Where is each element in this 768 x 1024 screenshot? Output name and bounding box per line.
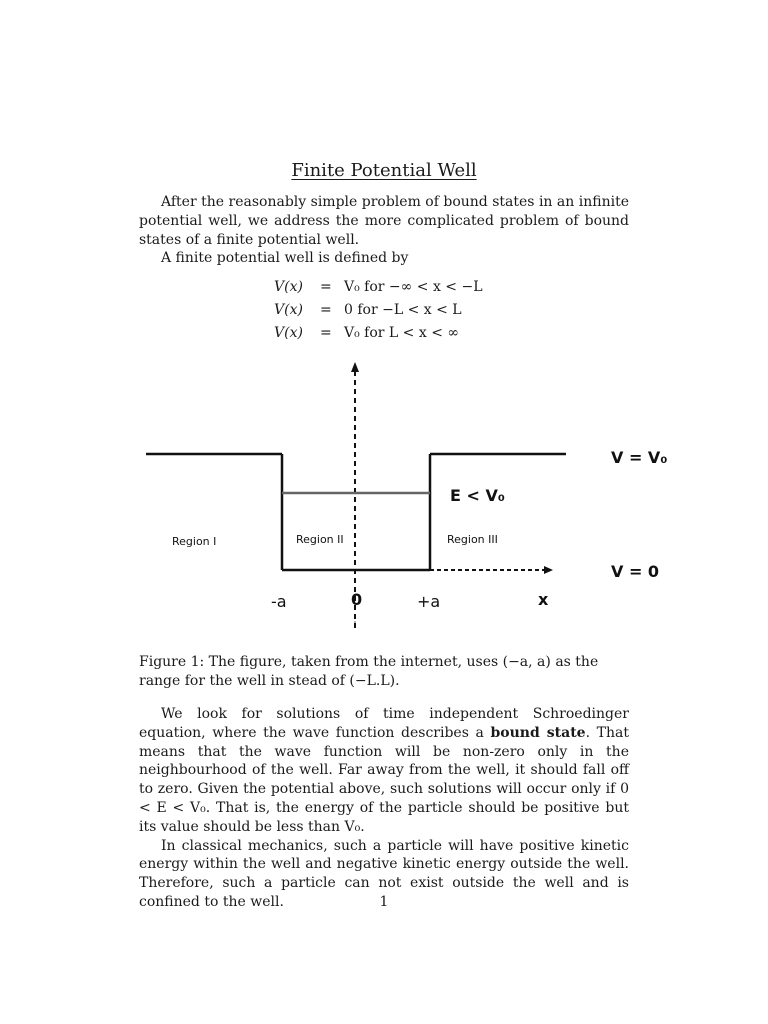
potential-well-diagram — [140, 358, 680, 630]
potential-well-figure — [140, 358, 680, 630]
equation-rhs: 0 for −L < x < L — [344, 302, 462, 318]
v-equals-v0-label: V = V₀ — [611, 448, 668, 467]
equation-rhs: V₀ for L < x < ∞ — [344, 325, 460, 341]
figure-caption-block — [139, 653, 629, 691]
tick-pos-a-label: +a — [417, 592, 441, 611]
potential-definition — [0, 276, 768, 345]
equation-lhs: V(x) — [274, 279, 303, 295]
document-title: Finite Potential Well — [291, 160, 477, 181]
equation-equals: = — [320, 279, 332, 295]
figure-caption: Figure 1: The figure, taken from the internet, uses (−a, a) as the range for the well in stead of (−L.L). — [139, 654, 599, 689]
body-paragraph-1-end: . That means that the wave function will be non-zero only in the neighbourhood of the well. Far away from the well, it should fall off to zero. Given the potential above, such solutions will occur only if 0 < E < V₀. That is, the energy of the particle should be positive but its value should be less than V₀. — [139, 724, 629, 835]
intro-paragraph: After the reasonably simple problem of bound states in an infinite potential well, we address the more complicated problem of bound states of a finite potential well. — [139, 194, 629, 248]
x-axis-label: x — [538, 590, 549, 609]
v-equals-zero-label: V = 0 — [611, 562, 660, 581]
definition-lead: A finite potential well is defined by — [161, 250, 409, 267]
equation-equals: = — [320, 302, 332, 318]
equation-row-1 — [0, 276, 768, 299]
region-1-label: Region I — [172, 535, 217, 548]
tick-zero-label: 0 — [351, 590, 363, 609]
stray-dot — [354, 621, 356, 623]
bound-state-term: bound state — [490, 724, 586, 741]
body-paragraph-1-start: We look for solutions of time independent Schroedinger equation, where the wave function describes a — [139, 706, 629, 741]
intro-section — [139, 193, 629, 268]
vertical-axis-arrowhead — [351, 362, 359, 372]
region-2-label: Region II — [296, 533, 344, 546]
body-paragraph-1 — [139, 705, 629, 837]
equation-row-2 — [0, 299, 768, 322]
tick-neg-a-label: -a — [271, 592, 287, 611]
equation-lhs: V(x) — [274, 302, 303, 318]
equation-equals: = — [320, 325, 332, 341]
equation-lhs: V(x) — [274, 325, 303, 341]
body-section — [139, 705, 629, 912]
region-3-label: Region III — [447, 533, 498, 546]
x-axis-arrowhead — [544, 566, 553, 574]
energy-label: E < V₀ — [450, 486, 505, 505]
equation-rhs: V₀ for −∞ < x < −L — [344, 279, 483, 295]
equation-row-3 — [0, 322, 768, 345]
page-number: 1 — [379, 894, 389, 910]
body-paragraph-2: In classical mechanics, such a particle will have positive kinetic energy within the well and negative kinetic energy outside the well. Therefore, such a particle can not exist outside the well and is confined to the well. — [139, 837, 629, 910]
